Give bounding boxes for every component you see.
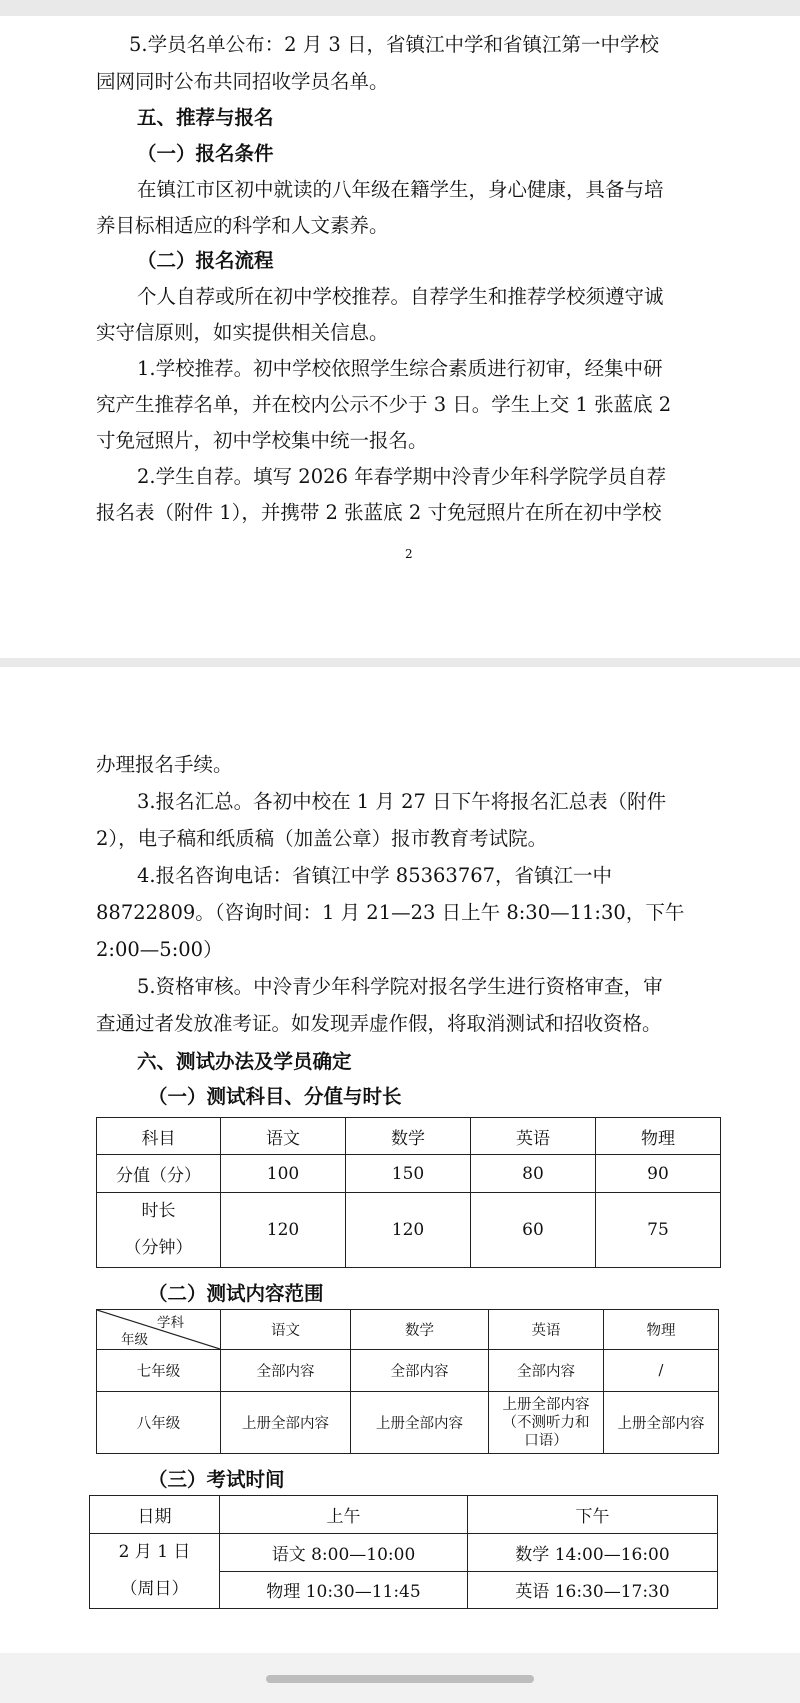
table-header-cell: 语文 bbox=[221, 1310, 351, 1350]
table-cell: 全部内容 bbox=[351, 1350, 489, 1392]
text-line: 3.报名汇总。各初中校在 1 月 27 日下午将报名汇总表（附件 bbox=[137, 790, 667, 813]
table-cell: / bbox=[604, 1350, 719, 1392]
subsection-heading: （一）测试科目、分值与时长 bbox=[148, 1085, 402, 1108]
table-cell: 全部内容 bbox=[489, 1350, 604, 1392]
table-header-cell: 科目 bbox=[97, 1118, 221, 1155]
cell-line: 口语） bbox=[524, 1432, 568, 1449]
text-line: 5.资格审核。中泠青少年科学院对报名学生进行资格审查，审 bbox=[137, 975, 663, 998]
text-line: 实守信原则，如实提供相关信息。 bbox=[96, 321, 389, 344]
text-line: 2:00—5:00） bbox=[96, 938, 223, 961]
table-cell: 全部内容 bbox=[221, 1350, 351, 1392]
subsection-heading: （二）报名流程 bbox=[137, 249, 274, 272]
section-heading: 六、测试办法及学员确定 bbox=[137, 1050, 352, 1073]
corner-grade-label: 年级 bbox=[121, 1332, 148, 1348]
text-line: 2.学生自荐。填写 2026 年春学期中泠青少年科学院学员自荐 bbox=[137, 465, 667, 488]
subsection-heading: （三）考试时间 bbox=[148, 1468, 285, 1491]
table-cell: 120 bbox=[221, 1193, 346, 1268]
table-row-label: 分值（分） bbox=[97, 1155, 221, 1193]
date-line: 2 月 1 日 bbox=[118, 1542, 191, 1562]
table-row-label: 七年级 bbox=[97, 1350, 221, 1392]
text-line: 1.学校推荐。初中学校依照学生综合素质进行初审，经集中研 bbox=[137, 357, 663, 380]
table-header-cell: 英语 bbox=[489, 1310, 604, 1350]
text-line: 88722809。（咨询时间：1 月 21—23 日上午 8:30—11:30，下午 bbox=[96, 901, 685, 924]
text-line: 养目标相适应的科学和人文素养。 bbox=[96, 214, 389, 237]
text-line: 在镇江市区初中就读的八年级在籍学生，身心健康，具备与培 bbox=[137, 178, 664, 201]
table-cell: 上册全部内容 bbox=[351, 1392, 489, 1454]
table-date-cell bbox=[90, 1534, 220, 1609]
text-line: 4.报名咨询电话：省镇江中学 85363767，省镇江一中 bbox=[137, 864, 613, 887]
text-line: 寸免冠照片，初中学校集中统一报名。 bbox=[96, 429, 428, 452]
text-line: 2），电子稿和纸质稿（加盖公章）报市教育考试院。 bbox=[96, 827, 548, 850]
table-corner-cell bbox=[97, 1310, 221, 1350]
table-cell: 60 bbox=[471, 1193, 596, 1268]
text-line: 个人自荐或所在初中学校推荐。自荐学生和推荐学校须遵守诚 bbox=[137, 285, 664, 308]
table-cell: 上册全部内容 bbox=[221, 1392, 351, 1454]
table-row-label bbox=[97, 1193, 221, 1268]
table-header-cell: 上午 bbox=[220, 1496, 468, 1534]
table-header-cell: 数学 bbox=[346, 1118, 471, 1155]
table-cell bbox=[489, 1392, 604, 1454]
table-header-cell: 下午 bbox=[468, 1496, 718, 1534]
cell-line: 上册全部内容 bbox=[502, 1396, 590, 1413]
subject-score-table bbox=[96, 1117, 721, 1268]
cell-line: （不测听力和 bbox=[502, 1414, 590, 1431]
duration-label-line: 时长 bbox=[141, 1201, 176, 1221]
table-header-cell: 英语 bbox=[471, 1118, 596, 1155]
table-header-cell: 物理 bbox=[604, 1310, 719, 1350]
text-line: 5.学员名单公布：2 月 3 日，省镇江中学和省镇江第一中学校 bbox=[129, 33, 660, 56]
exam-schedule-table bbox=[89, 1495, 718, 1609]
table-cell: 英语 16:30—17:30 bbox=[468, 1571, 718, 1609]
table-header-cell: 数学 bbox=[351, 1310, 489, 1350]
table-cell: 语文 8:00—10:00 bbox=[220, 1534, 468, 1572]
document-page-2 bbox=[0, 667, 800, 1653]
table-header-cell: 日期 bbox=[90, 1496, 220, 1534]
table-row-label: 八年级 bbox=[97, 1392, 221, 1454]
table-cell: 90 bbox=[596, 1155, 721, 1193]
text-line: 办理报名手续。 bbox=[96, 753, 233, 776]
text-line: 查通过者发放准考证。如发现弄虚作假，将取消测试和招收资格。 bbox=[96, 1012, 662, 1035]
table-cell: 150 bbox=[346, 1155, 471, 1193]
home-indicator[interactable] bbox=[266, 1675, 534, 1683]
subsection-heading: （一）报名条件 bbox=[137, 142, 274, 165]
table-cell: 75 bbox=[596, 1193, 721, 1268]
table-cell: 数学 14:00—16:00 bbox=[468, 1534, 718, 1572]
text-line: 园网同时公布共同招收学员名单。 bbox=[96, 70, 389, 93]
table-cell: 100 bbox=[221, 1155, 346, 1193]
table-cell: 上册全部内容 bbox=[604, 1392, 719, 1454]
text-line: 究产生推荐名单，并在校内公示不少于 3 日。学生上交 1 张蓝底 2 bbox=[96, 393, 672, 416]
content-scope-table bbox=[96, 1309, 719, 1454]
subsection-heading: （二）测试内容范围 bbox=[148, 1282, 324, 1305]
table-header-cell: 物理 bbox=[596, 1118, 721, 1155]
duration-label-line: （分钟） bbox=[124, 1238, 193, 1258]
page-number: 2 bbox=[405, 547, 413, 561]
table-cell: 80 bbox=[471, 1155, 596, 1193]
date-line: （周日） bbox=[120, 1579, 189, 1599]
table-cell: 120 bbox=[346, 1193, 471, 1268]
text-line: 报名表（附件 1），并携带 2 张蓝底 2 寸免冠照片在所在初中学校 bbox=[96, 501, 662, 524]
document-page-1 bbox=[0, 16, 800, 658]
corner-subject-label: 学科 bbox=[157, 1315, 184, 1331]
table-cell: 物理 10:30—11:45 bbox=[220, 1571, 468, 1609]
table-header-cell: 语文 bbox=[221, 1118, 346, 1155]
section-heading: 五、推荐与报名 bbox=[137, 106, 274, 129]
